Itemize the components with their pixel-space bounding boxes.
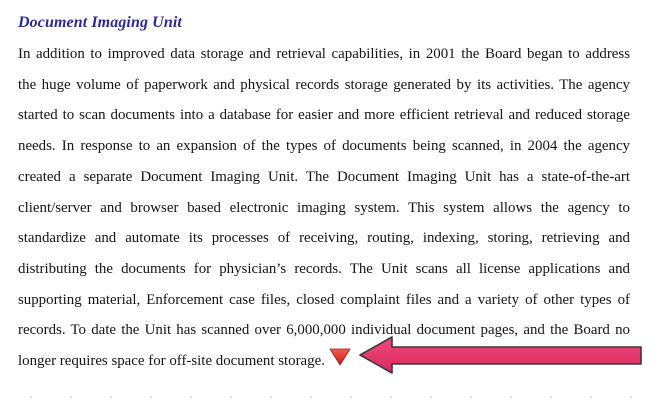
paragraph-line: In addition to improved data storage and retrieval capabilities, in 2001 the Board began to address — [18, 46, 630, 62]
pink-arrow-icon — [358, 335, 648, 380]
paragraph-line: started to scan documents into a database for easier and more efficient retrieval and reduced storage — [18, 107, 630, 124]
paragraph-line: distributing the documents for physician’s records. The Unit scans all license applications and — [18, 260, 630, 277]
paragraph-line: created a separate Document Imaging Unit. The Document Imaging Unit has a state-of-the-art — [18, 168, 630, 185]
paragraph-line: the huge volume of paperwork and physical records storage generated by its activities. The agency — [18, 76, 630, 93]
page-bottom-edge — [0, 393, 665, 401]
paragraph-line: records. To date the Unit has scanned over 6,000,000 individual document pages, and the Board no — [18, 322, 630, 339]
paragraph-line: supporting material, Enforcement case files, closed complaint files and a variety of other types of — [18, 291, 630, 308]
section-paragraph — [18, 39, 630, 377]
paragraph-line-text: longer requires space for off-site document storage. — [18, 353, 325, 370]
paragraph-line: standardize and automate its processes of receiving, routing, indexing, storing, retrieving and — [18, 230, 630, 247]
section-heading: Document Imaging Unit — [18, 14, 182, 31]
paragraph-line: needs. In response to an expansion of the types of documents being scanned, in 2004 the agency — [18, 138, 630, 155]
red-triangle-icon — [329, 347, 351, 378]
paragraph-line: client/server and browser based electronic imaging system. This system allows the agency to — [18, 199, 630, 216]
